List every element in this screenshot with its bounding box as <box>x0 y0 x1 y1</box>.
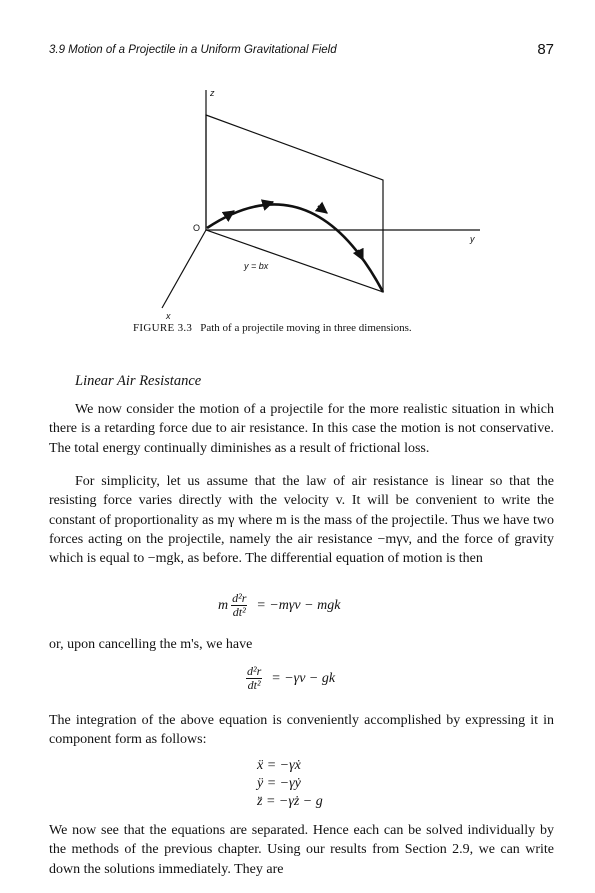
origin-label: O <box>193 223 201 233</box>
eq2-fraction <box>246 665 262 692</box>
eq1-fraction <box>231 592 247 619</box>
trajectory-arrow-3 <box>318 206 327 213</box>
paragraph-3: or, upon cancelling the m's, we have <box>49 637 253 652</box>
page-number: 87 <box>537 41 554 58</box>
x-label: x <box>166 311 171 321</box>
eq1-coefficient: m <box>218 597 229 613</box>
paragraph-1: We now consider the motion of a projectile for the more realistic situation in which there is a retarding force due to air resistance. In this case the motion is not conservative. The total energy continually diminishes as a result of frictional loss. <box>49 402 554 456</box>
paragraph-2: For simplicity, let us assume that the law of air resistance is linear so that the resisting force varies directly with the velocity v. It will be convenient to write the constant of proportionality as mγ where m is the mass of the projectile. Thus we have two forces acting on the projectile, namely the air resistance −mγv, and the force of gravity which is equal to −mgk, as before. The differential equation of motion is then <box>49 474 554 567</box>
equation-component-z: z̈ = −γż − g <box>257 794 323 809</box>
paragraph-4: The integration of the above equation is conveniently accomplished by expressing it in component form as follows: <box>49 713 554 748</box>
equation-reduced <box>243 665 335 692</box>
z-label: z <box>210 88 215 98</box>
equation-component-x: ẍ = −γẋ <box>257 758 301 773</box>
x-axis <box>162 230 206 308</box>
equation-motion <box>218 592 340 619</box>
trajectory-curve <box>207 204 383 292</box>
eq2-numerator: d²r <box>247 664 262 678</box>
vertical-plane <box>206 115 383 292</box>
eq1-numerator: d²r <box>232 591 247 605</box>
figure-caption <box>133 322 412 334</box>
running-head: 3.9 Motion of a Projectile in a Uniform Gravitational Field <box>49 44 337 56</box>
paragraph-5: We now see that the equations are separated. Hence each can be solved individually by the methods of the previous chapter. Using our results from Section 2.9, we can write down the solutions immediately. They are <box>49 823 554 877</box>
eq2-denominator: dt² <box>247 678 261 692</box>
projectile-figure <box>0 0 595 340</box>
figure-caption-text: Path of a projectile moving in three dimensions. <box>200 322 412 334</box>
eq1-denominator: dt² <box>232 605 246 619</box>
eq1-rhs: = −mγv − mgk <box>256 597 341 613</box>
section-title: Linear Air Resistance <box>75 373 202 389</box>
eq2-rhs: = −γv − gk <box>271 670 336 686</box>
equation-component-y: ÿ = −γẏ <box>257 776 301 791</box>
figure-number: FIGURE 3.3 <box>133 322 193 334</box>
y-label: y <box>470 234 475 244</box>
plane-line-label: y = bx <box>244 261 269 271</box>
